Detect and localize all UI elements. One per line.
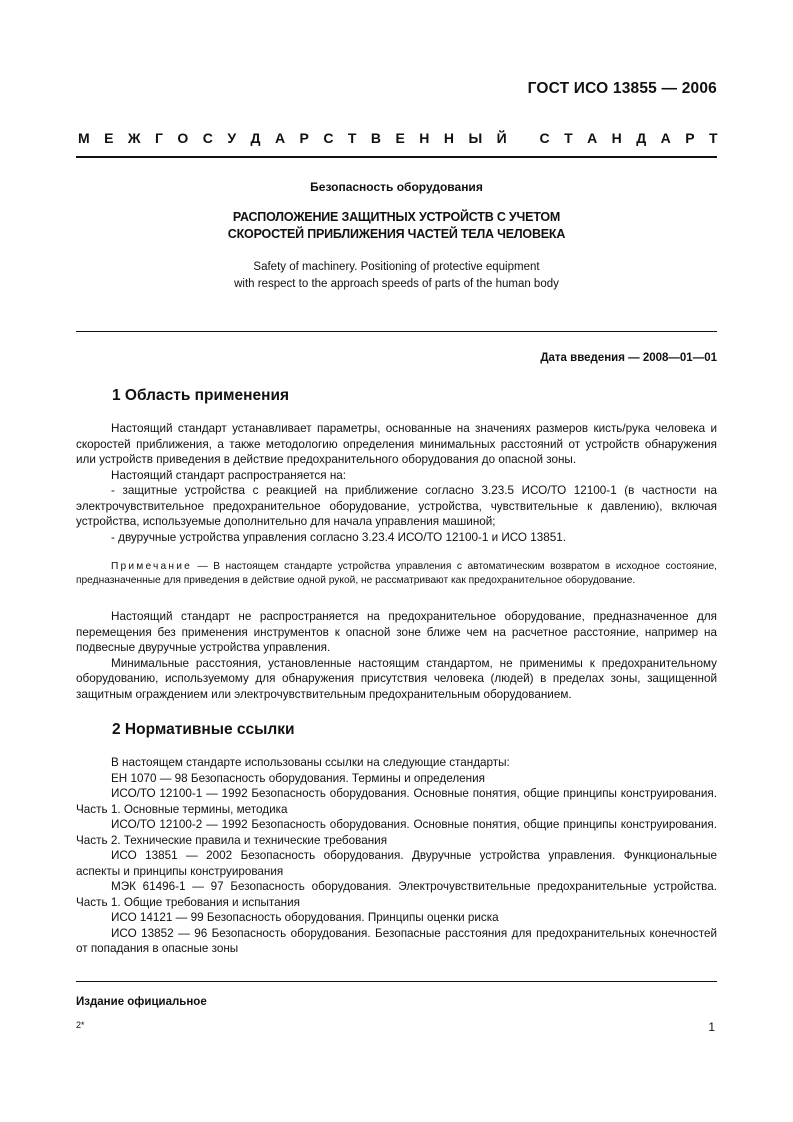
banner-letter: Т	[709, 130, 718, 146]
introduction-date: Дата введения — 2008—01—01	[540, 352, 717, 364]
reference-item: МЭК 61496-1 — 97 Безопасность оборудования. Электрочувствительные предохранительные устройства. Часть 1. Общие требования и испытания	[76, 880, 717, 909]
banner-letter: Г	[155, 130, 163, 146]
reference-item: ИСО/ТО 12100-1 — 1992 Безопасность оборудования. Основные понятия, общие принципы конструирования. Часть 1. Основные термины, методика	[76, 787, 717, 816]
banner-letter: Т	[564, 130, 573, 146]
interstate-standard-banner	[78, 130, 718, 146]
section-1-body-continued	[76, 609, 717, 702]
banner-letter: У	[227, 130, 237, 146]
section-1-paragraph: Настоящий стандарт устанавливает параметры, основанные на значениях размеров кисть/рука человека и скоростей приближения, а также методологию определения минимальных расстояний от устройств обнаружения или устройств приведения в действие предохранительного оборудования до опасной зоны.	[76, 422, 717, 466]
banner-letter: Й	[496, 130, 507, 146]
section-2-heading: 2 Нормативные ссылки	[112, 721, 295, 738]
document-code: ГОСТ ИСО 13855 — 2006	[527, 80, 717, 97]
banner-letter: Е	[395, 130, 405, 146]
banner-letter: Н	[611, 130, 622, 146]
reference-item: ИСО 13851 — 2002 Безопасность оборудования. Двуручные устройства управления. Функциональные аспекты и принципы конструирования	[76, 849, 717, 878]
banner-letter: Ы	[468, 130, 483, 146]
reference-item: ИСО 13852 — 96 Безопасность оборудования. Безопасные расстояния для предохранительных конечностей от попадания в опасные зоны	[76, 926, 717, 955]
banner-letter: С	[202, 130, 213, 146]
banner-letter: А	[660, 130, 671, 146]
section-1-paragraph: Настоящий стандарт распространяется на:	[111, 468, 347, 482]
section-2-body	[76, 755, 717, 957]
banner-letter: Д	[250, 130, 261, 146]
banner-letter: Н	[419, 130, 430, 146]
reference-item: ИСО/ТО 12100-2 — 1992 Безопасность оборудования. Основные понятия, общие принципы конструирования. Часть 2. Технические правила и технические требования	[76, 818, 717, 847]
document-subtitle: Безопасность оборудования	[310, 180, 483, 194]
edition-label: Издание официальное	[76, 996, 207, 1008]
section-1-body	[76, 421, 717, 545]
banner-letter: А	[274, 130, 286, 146]
title-en-line2: with respect to the approach speeds of parts of the human body	[234, 277, 559, 290]
page-number: 1	[708, 1020, 715, 1034]
banner-letter: А	[587, 130, 598, 146]
banner-letter: О	[177, 130, 189, 146]
banner-letter: Д	[636, 130, 647, 146]
title-en-line1: Safety of machinery. Positioning of protective equipment	[253, 261, 540, 273]
document-title-ru	[76, 209, 717, 243]
document-title-en	[76, 259, 717, 292]
title-ru-line1: РАСПОЛОЖЕНИЕ ЗАЩИТНЫХ УСТРОЙСТВ С УЧЕТОМ	[232, 210, 561, 224]
note-label: Примечание	[111, 561, 192, 572]
banner-letter: С	[539, 130, 550, 146]
section-1-heading: 1 Область применения	[112, 387, 290, 404]
reference-item: В настоящем стандарте использованы ссылки на следующие стандарты:	[111, 756, 510, 769]
section-1-note	[76, 560, 717, 587]
banner-letter: Н	[443, 130, 454, 146]
banner-letter: М	[78, 130, 90, 146]
banner-letter: С	[323, 130, 334, 146]
reference-item: ИСО 14121 — 99 Безопасность оборудования. Принципы оценки риска	[111, 911, 499, 924]
banner-letter: Ж	[127, 130, 141, 146]
section-1-paragraph: - двуручные устройства управления согласно 3.23.4 ИСО/ТО 12100-1 и ИСО 13851.	[111, 530, 567, 544]
footer-rule	[76, 981, 717, 982]
title-ru-line2: СКОРОСТЕЙ ПРИБЛИЖЕНИЯ ЧАСТЕЙ ТЕЛА ЧЕЛОВЕКА	[227, 227, 566, 241]
section-1-paragraph: Настоящий стандарт не распространяется на предохранительное оборудование, предназначенное для перемещения без применения инструментов к опасной зоне ближе чем на расчетное расстояние, например на подвесные двуручные устройства управления.	[76, 610, 717, 654]
banner-letter	[521, 130, 525, 146]
section-1-paragraph: Минимальные расстояния, установленные настоящим стандартом, не применимы к предохранительному оборудованию, используемому для обнаружения присутствия человека (людей) в пределах зоны, защищенной защитным ограждением или электрочувствительным предохранительным оборудованием.	[76, 656, 717, 701]
banner-letter: Е	[104, 130, 114, 146]
banner-letter: Р	[299, 130, 309, 146]
header-rule	[76, 156, 717, 158]
note-text: — В настоящем стандарте устройства управления с автоматическим возвратом в исходное состояние, предназначенные для приведения в действие одной рукой, не рассматривают как предохранительное оборудование.	[76, 561, 717, 586]
printer-signature: 2*	[76, 1020, 85, 1030]
section-1-paragraph: - защитные устройства с реакцией на приближение согласно 3.23.5 ИСО/ТО 12100-1 (в частности на электрочувствительное предохранительное оборудование, устройства, чувствительные к давлению), включая устройства, используемые дополнительно для начала управления машиной;	[76, 484, 717, 528]
banner-letter: Р	[685, 130, 695, 146]
banner-letter: В	[370, 130, 382, 146]
reference-item: ЕН 1070 — 98 Безопасность оборудования. Термины и определения	[111, 771, 485, 785]
title-rule	[76, 331, 717, 332]
banner-letter: Т	[347, 130, 357, 146]
